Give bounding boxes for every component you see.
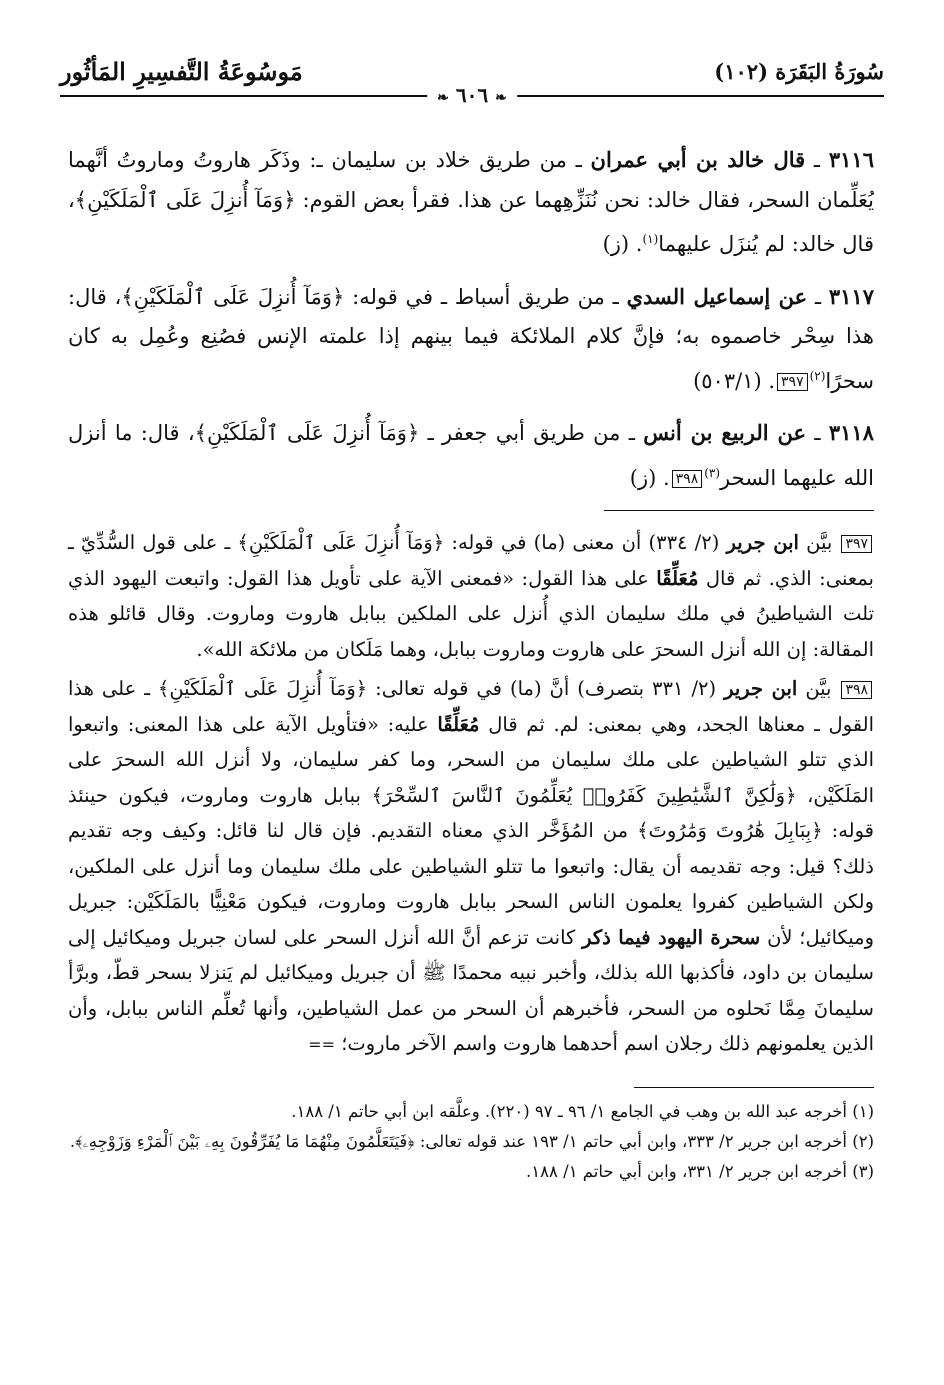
footnote bbox=[68, 1128, 874, 1156]
footnote-text: أخرجه عبد الله بن وهب في الجامع ١/ ٩٦ ـ ٩٧ (٢٢٠). وعلَّقه ابن أبي حاتم ١/ ١٨٨. bbox=[291, 1101, 847, 1121]
commentary-bold: مُعَلِّقًا bbox=[656, 566, 699, 590]
entry-text: ـ من طريق خلاد بن سليمان ـ: وذَكَر هاروتُ وماروتُ أنَّهما يُعَلِّمان السحر، فقال خالد: نحن نُنَزِّهِهما عن هذا. فقرأ بعض القوم: ﴿وَمَآ أُنزِلَ عَلَى ٱلْمَلَكَيْنِ﴾، قال خالد: لم يُنزَل عليهما bbox=[68, 148, 874, 256]
entry-narrator: عن إسماعيل السدي bbox=[626, 283, 808, 309]
commentary-ref: (٢/ ٣٣٤) bbox=[648, 531, 720, 554]
continuation-mark: == bbox=[308, 1035, 335, 1054]
footnote-mark: (٣) bbox=[852, 1161, 874, 1181]
footnote-ref[interactable]: (٢) bbox=[809, 368, 826, 383]
entry-number: ٣١١٦ bbox=[828, 147, 874, 172]
footnote-text: أخرجه ابن جرير ٢/ ٣٣٣، وابن أبي حاتم ١/ ١٩٣ عند قوله تعالى: ﴿فَيَتَعَلَّمُونَ مِنْهُمَا مَا يُفَرِّقُونَ بِهِۦ بَيْنَ ٱلْمَرْءِ وَزَوْجِهِۦ﴾. bbox=[69, 1131, 847, 1151]
entry-number: ٣١١٧ bbox=[828, 283, 874, 309]
surah-title: سُورَةُ البَقَرَة (١٠٢) bbox=[714, 59, 884, 84]
page-content bbox=[68, 140, 874, 1188]
narration-entry: ٣١١٧ ـ عن إسماعيل السدي ـ من طريق أسباط ـ في قوله: ﴿وَمَآ أُنزِلَ عَلَى ٱلْمَلَكَيْنِ﴾، قال: هذا سِحْر خاصموه به؛ فإنَّ كلام الملائكة فيما بينهم إذا علمته الإنس فصُنِع وعُمِل به كان سحرًا$^{(٢)}$٣٩٧. (٥٠٣/١) bbox=[68, 283, 874, 393]
footnote-ref[interactable]: (٣) bbox=[704, 465, 721, 480]
footnote bbox=[68, 1158, 874, 1186]
entry-narrator: قال خالد بن أبي عمران bbox=[590, 147, 806, 172]
page-number-box bbox=[427, 83, 517, 107]
entry-narrator: عن الربيع بن أنس bbox=[643, 420, 807, 445]
commentary-block bbox=[68, 525, 874, 667]
footnote-mark: (٢) bbox=[852, 1131, 874, 1151]
entry-number: ٣١١٨ bbox=[828, 420, 874, 445]
footnote-ref[interactable]: (١) bbox=[642, 232, 659, 246]
commentary-ref: (٢/ ٣٣١ بتصرف) bbox=[577, 677, 717, 700]
entry-text: ـ من طريق أسباط ـ في قوله: ﴿وَمَآ أُنزِلَ عَلَى ٱلْمَلَكَيْنِ﴾، قال: هذا سِحْر خاصموه به؛ فإنَّ كلام الملائكة فيما بينهم إذا علمته الإنس فصُنِع وعُمِل به كان سحرًا bbox=[68, 284, 874, 393]
commentary-bold: مُعَلِّقًا bbox=[437, 712, 480, 736]
commentary-bold: سحرة اليهود فيما ذكر bbox=[582, 925, 761, 949]
commentary-source: ابن جرير bbox=[726, 531, 799, 554]
entry-tail: . (ز) bbox=[602, 232, 643, 256]
commentary-text: على هذا القول: «فمعنى الآية على تأويل هذا القول: واتبعت اليهود الذي تلت الشياطينُ في ملك سليمان الذي أُنزل على الملكين ببابل هاروت وماروت. وقال قائلو هذه المقالة: إن الله أنزل السحرَ على هاروت وماروت ببابل، وهما مَلَكان من ملائكة الله». bbox=[68, 566, 874, 661]
commentary-tag: ٣٩٧ bbox=[841, 535, 872, 553]
footnote-separator bbox=[634, 1087, 874, 1088]
commentary-ref-tag[interactable]: ٣٩٨ bbox=[672, 470, 703, 488]
page-header bbox=[60, 55, 884, 105]
narration-entry: ٣١١٨ ـ عن الربيع بن أنس ـ من طريق أبي جعفر ـ ﴿وَمَآ أُنزِلَ عَلَى ٱلْمَلَكَيْنِ﴾، قال: ما أنزل الله عليهما السحر$^{(٣)}$٣٩٨. (ز) bbox=[68, 420, 874, 490]
footnote-mark: (١) bbox=[852, 1101, 874, 1121]
commentary-separator bbox=[604, 510, 874, 511]
entry-tail: . (ز) bbox=[629, 465, 670, 490]
narration-entry: ٣١١٦ ـ قال خالد بن أبي عمران ـ من طريق خلاد بن سليمان ـ: وذَكَر هاروتُ وماروتُ أنَّهما يُعَلِّمان السحر، فقال خالد: نحن نُنَزِّهِهما عن هذا. فقرأ بعض القوم: ﴿وَمَآ أُنزِلَ عَلَى ٱلْمَلَكَيْنِ﴾، قال خالد: لم يُنزَل عليهما$^{(١)}$. (ز) bbox=[68, 147, 874, 256]
commentary-source: ابن جرير bbox=[724, 677, 798, 700]
commentary-text: عليه: «فتأويل الآية على هذا المعنى: واتبعوا الذي تتلو الشياطين على ملك سليمان من السحر، وما كفر سليمان، ولا أنزل الله السحرَ على المَلَكَيْن، ﴿وَلَٰكِنَّ ٱلشَّيَٰطِينَ كَفَرُوا۟ يُعَلِّمُونَ ٱلنَّاسَ ٱلسِّحْرَ﴾ ببابل هاروت وماروت، فيكون حينئذ قوله: ﴿بِبَابِلَ هَٰرُوتَ وَمَٰرُوتَ﴾ من المُؤَخَّر الذي معناه التقديم. فإن قال لنا قائل: وكيف وجه تقديم ذلك؟ قيل: وجه تقديمه أن يقال: واتبعوا ما تتلو الشياطين على ملك سليمان وما أنزل على الملكين، ولكن الشياطين كفروا يعلمون الناس السحر ببابل هاروت وماروت، فيكون مَعْنِيًّا بالمَلَكَيْن: جبريل وميكائيل؛ لأن bbox=[68, 712, 875, 949]
ornament-icon: ❧ bbox=[495, 90, 507, 106]
entry-tail: . (٥٠٣/١) bbox=[693, 368, 776, 393]
commentary-text: كانت تزعم أنَّ الله أنزل السحر على لسان جبريل وميكائيل إلى سليمان بن داود، فأكذبها الله بذلك، وأخبر نبيه محمدًا ﷺ أن جبريل وميكائيل لم يَنزلا بسحر قطّ، وبرَّأ سليمانَ مِمَّا نَحلوه من السحر، فأخبرهم أن السحر من عمل الشياطين، وأنها تُعلِّم الناس ببابل، وأن الذين يعلمونهم ذلك رجلان اسم أحدهما هاروت واسم الآخر ماروت؛ bbox=[68, 925, 874, 1055]
footnote bbox=[68, 1098, 874, 1126]
book-title: مَوسُوعَةُ التَّفسِيرِ المَأثُور bbox=[60, 57, 303, 86]
commentary-text: أن معنى (ما) في قوله: ﴿وَمَآ أُنزِلَ عَلَى ٱلْمَلَكَيْنِ﴾ ـ على قول السُّدِّيّ ـ بمعنى: الذي. ثم قال bbox=[68, 531, 874, 590]
commentary-ref-tag[interactable]: ٣٩٧ bbox=[777, 373, 808, 391]
commentary-lead: بيَّن bbox=[806, 531, 833, 554]
commentary-lead: بيَّن bbox=[805, 677, 832, 700]
commentary-block bbox=[68, 671, 874, 1063]
commentary-text: أنَّ (ما) في قوله تعالى: ﴿وَمَآ أُنزِلَ عَلَى ٱلْمَلَكَيْنِ﴾ ـ على هذا القول ـ معناها الجحد، وهي بمعنى: لم. ثم قال bbox=[68, 677, 875, 736]
footnote-text: أخرجه ابن جرير ٢/ ٣٣١، وابن أبي حاتم ١/ ١٨٨. bbox=[526, 1161, 847, 1181]
entry-text: ـ من طريق أبي جعفر ـ ﴿وَمَآ أُنزِلَ عَلَى ٱلْمَلَكَيْنِ﴾، قال: ما أنزل الله عليهما السحر bbox=[68, 421, 874, 490]
page-number: ٦٠٦ bbox=[455, 83, 489, 107]
ornament-icon: ❧ bbox=[437, 90, 449, 106]
commentary-tag: ٣٩٨ bbox=[841, 681, 872, 699]
